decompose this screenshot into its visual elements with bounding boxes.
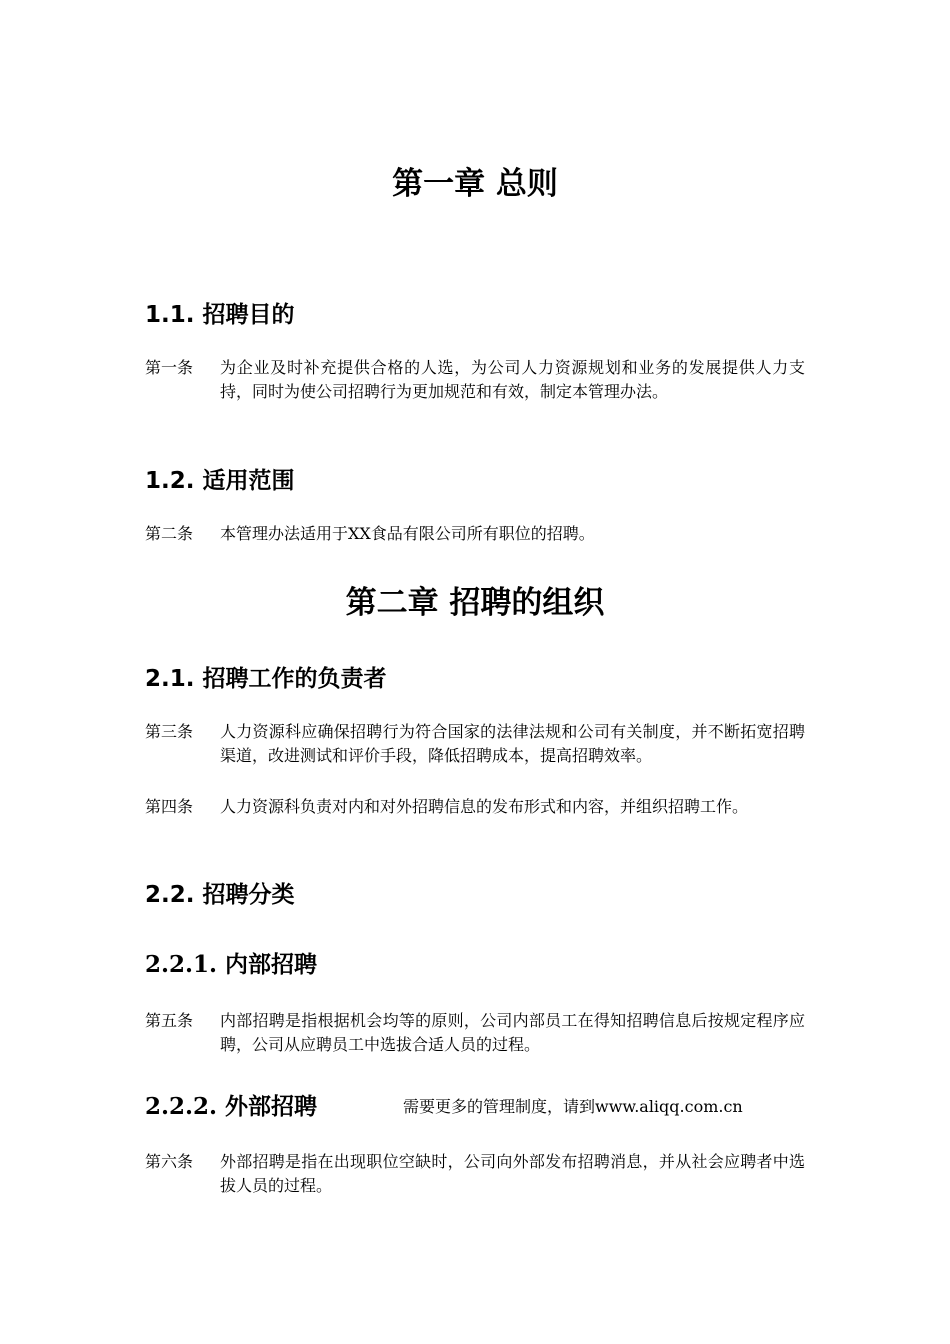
article-1-label: 第一条 — [145, 358, 194, 377]
section-2-1-heading: 2.1. 招聘工作的负责者 — [145, 666, 387, 692]
article-1-text: 为企业及时补充提供合格的人选，为公司人力资源规划和业务的发展提供人力支持，同时为使公司招聘行为更加规范和有效，制定本管理办法。 — [220, 358, 805, 401]
section-1-2-heading: 1.2. 适用范围 — [145, 468, 295, 494]
article-3-text: 人力资源科应确保招聘行为符合国家的法律法规和公司有关制度，并不断拓宽招聘渠道，改进测试和评价手段，降低招聘成本，提高招聘效率。 — [220, 722, 805, 765]
section-2-2-heading: 2.2. 招聘分类 — [145, 882, 295, 908]
chapter-2-title: 第二章 招聘的组织 — [345, 585, 605, 621]
article-6-text: 外部招聘是指在出现职位空缺时，公司向外部发布招聘消息，并从社会应聘者中选拔人员的过程。 — [220, 1152, 805, 1195]
article-6-label: 第六条 — [145, 1152, 194, 1171]
chapter-1-title: 第一章 总则 — [392, 166, 558, 202]
article-4-text: 人力资源科负责对内和对外招聘信息的发布形式和内容，并组织招聘工作。 — [220, 797, 749, 816]
subsection-2-2-2-heading: 2.2.2. 外部招聘 — [145, 1093, 318, 1120]
article-5-text: 内部招聘是指根据机会均等的原则，公司内部员工在得知招聘信息后按规定程序应聘，公司从应聘员工中选拔合适人员的过程。 — [220, 1011, 805, 1054]
article-3-label: 第三条 — [145, 722, 194, 741]
subsection-2-2-1-heading: 2.2.1. 内部招聘 — [145, 951, 318, 978]
promo-note: 需要更多的管理制度，请到www.aliqq.com.cn — [403, 1097, 743, 1116]
article-4-label: 第四条 — [145, 797, 194, 816]
article-2-label: 第二条 — [145, 524, 194, 543]
article-5-label: 第五条 — [145, 1011, 194, 1030]
article-2-text: 本管理办法适用于XX食品有限公司所有职位的招聘。 — [220, 524, 595, 543]
section-1-1-heading: 1.1. 招聘目的 — [145, 302, 295, 328]
